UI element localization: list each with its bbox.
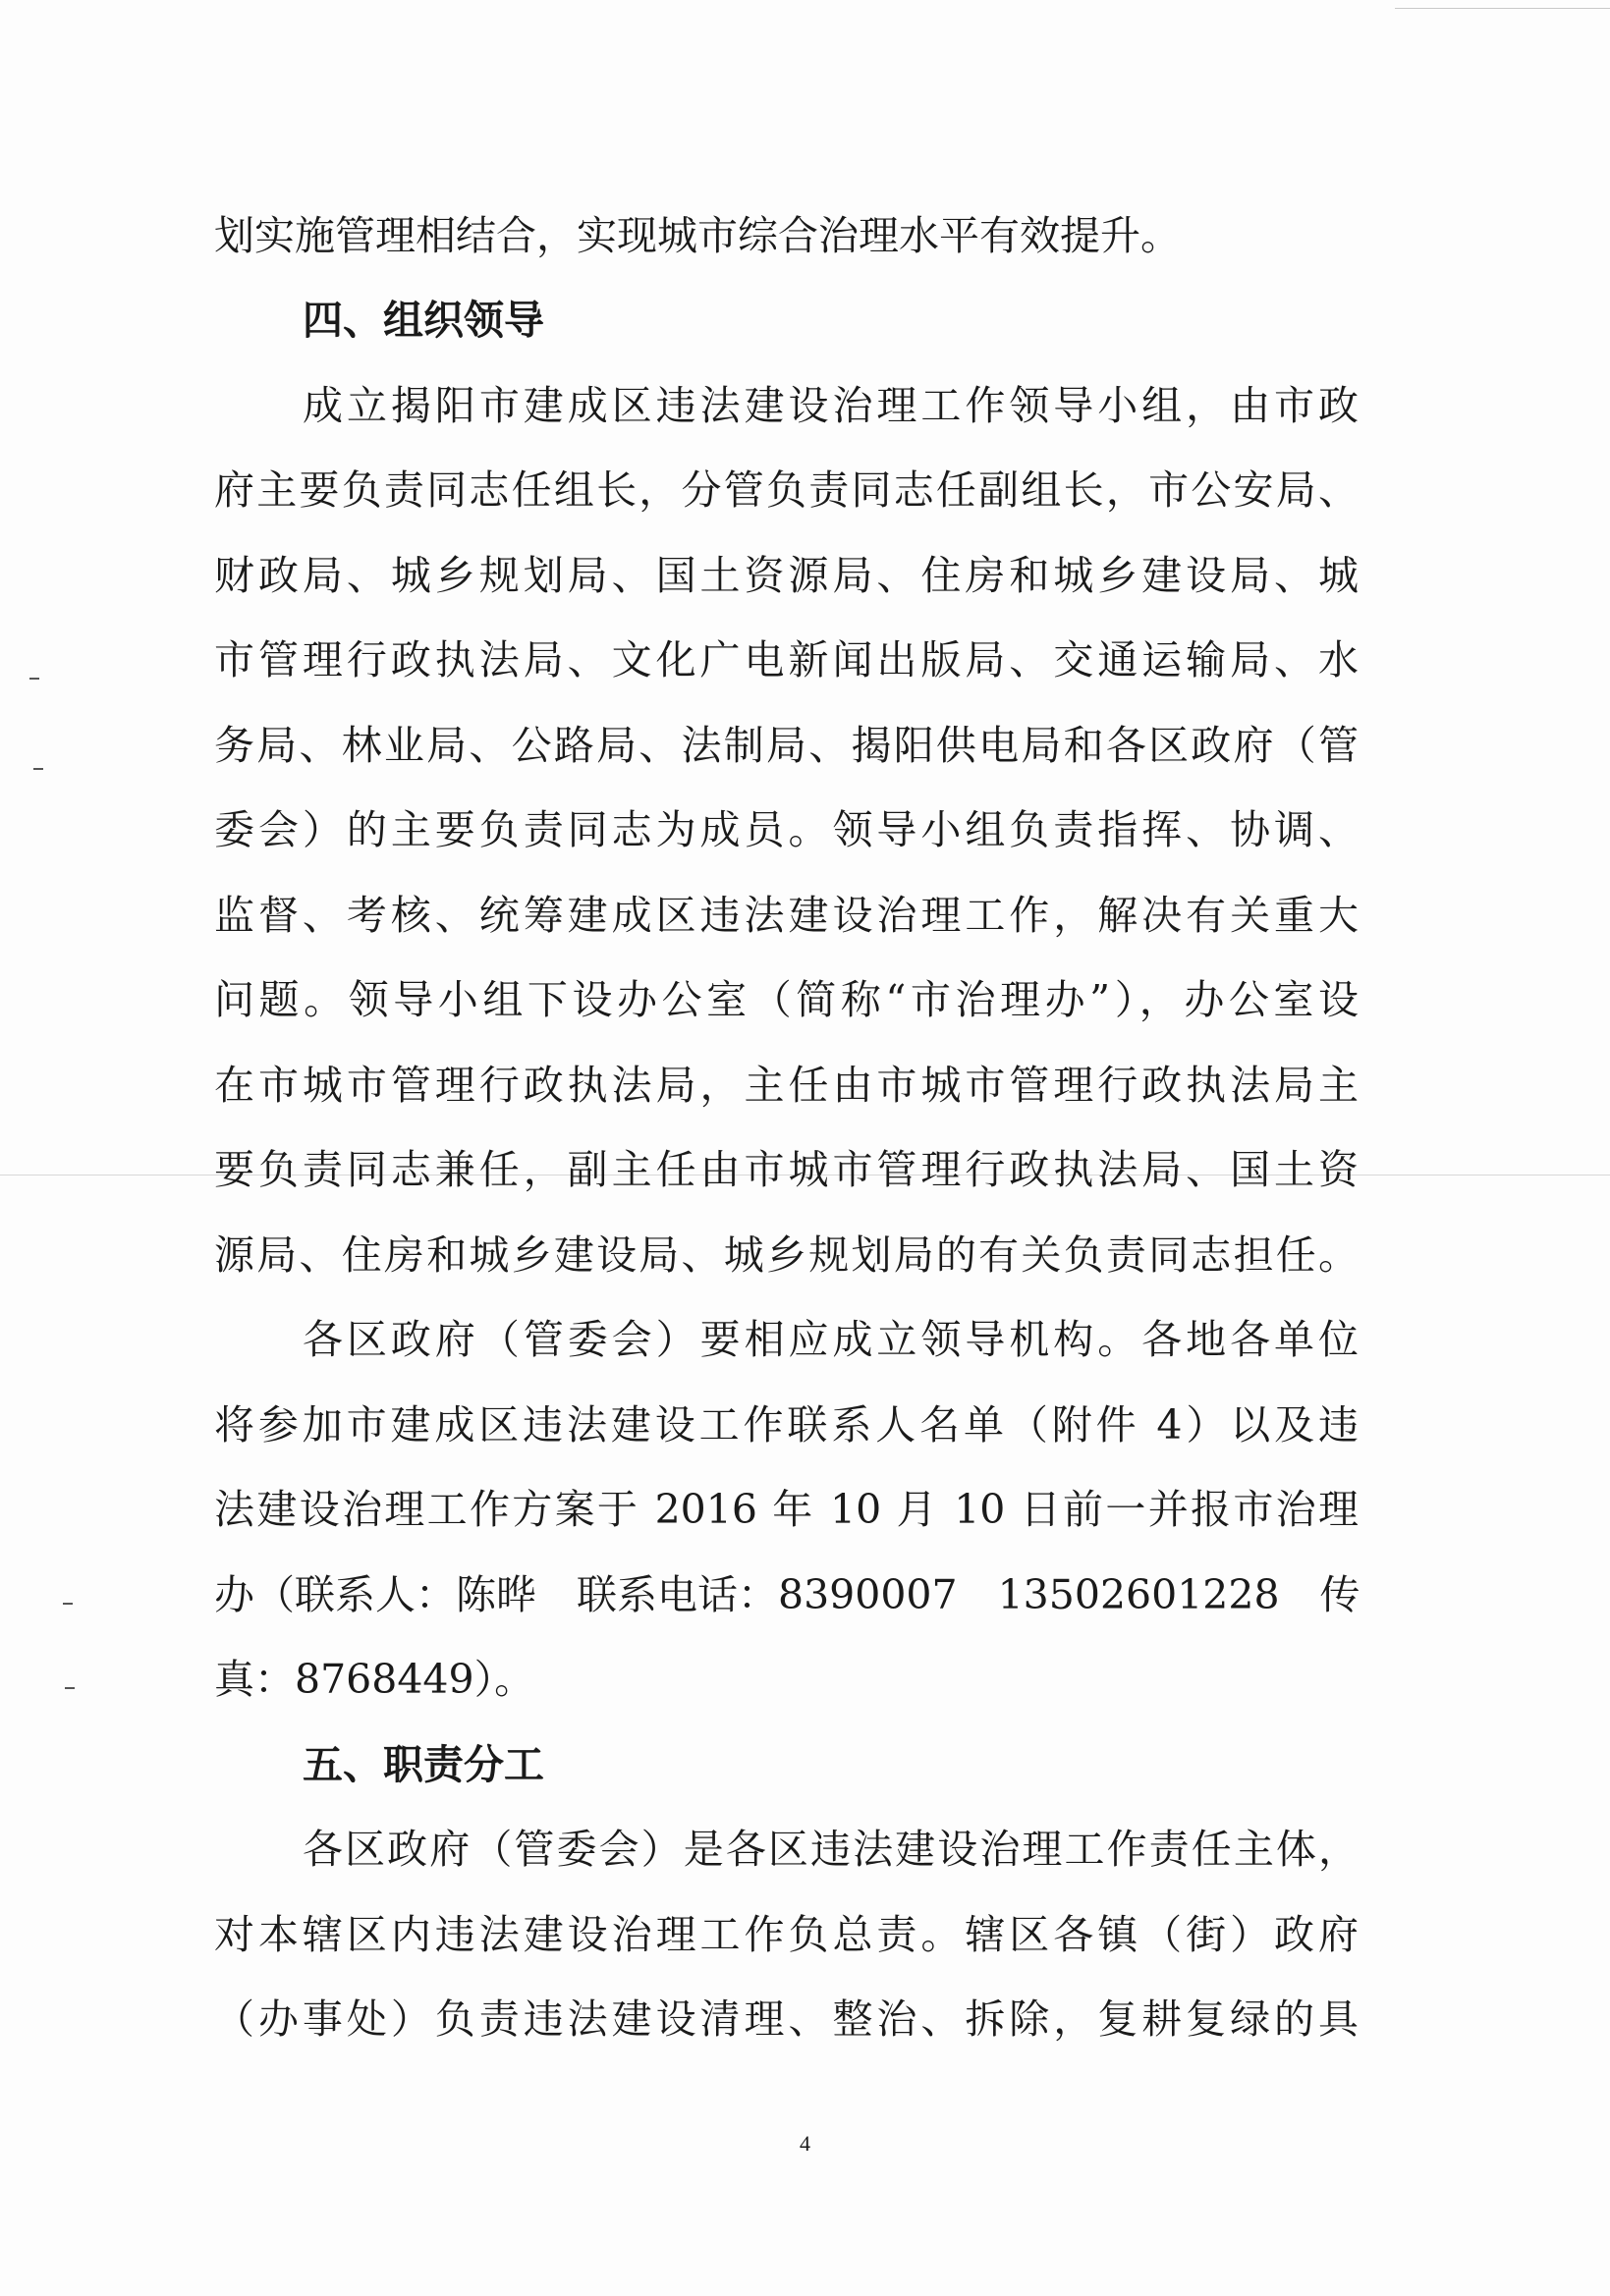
scan-mark: [65, 1687, 75, 1689]
body-line: 对本辖区内违法建设治理工作负总责。辖区各镇（街）政府: [214, 1911, 1359, 1958]
body-line: 成立揭阳市建成区违法建设治理工作领导小组，由市政: [303, 382, 1359, 429]
body-line: 务局、林业局、公路局、法制局、揭阳供电局和各区政府（管: [214, 722, 1359, 769]
body-line: 监督、考核、统筹建成区违法建设治理工作，解决有关重大: [214, 892, 1359, 939]
body-line: 源局、住房和城乡建设局、城乡规划局的有关负责同志担任。: [214, 1231, 1359, 1279]
section-heading-organization: 四、组织领导: [303, 297, 544, 344]
body-line: 委会）的主要负责同志为成员。领导小组负责指挥、协调、: [214, 806, 1359, 853]
scan-mark: [33, 768, 43, 770]
body-line: 办（联系人：陈晔 联系电话：8390007 13502601228 传: [214, 1571, 1360, 1618]
body-line: 将参加市建成区违法建设工作联系人名单（附件 4）以及违: [214, 1401, 1359, 1449]
body-line: 真：8768449）。: [214, 1656, 535, 1703]
body-line: 财政局、城乡规划局、国土资源局、住房和城乡建设局、城: [214, 552, 1359, 599]
page-number: 4: [800, 2131, 810, 2156]
body-line: 要负责同志兼任，副主任由市城市管理行政执法局、国土资: [214, 1146, 1359, 1193]
body-line: （办事处）负责违法建设清理、整治、拆除，复耕复绿的具: [214, 1995, 1359, 2043]
section-heading-duties: 五、职责分工: [303, 1741, 544, 1788]
body-line: 各区政府（管委会）是各区违法建设治理工作责任主体，: [303, 1826, 1359, 1873]
scan-mark: [29, 678, 39, 680]
scan-edge-line: [1395, 8, 1610, 9]
body-line: 在市城市管理行政执法局，主任由市城市管理行政执法局主: [214, 1062, 1359, 1109]
body-line: 问题。领导小组下设办公室（简称“市治理办”），办公室设: [214, 976, 1359, 1023]
body-line: 各区政府（管委会）要相应成立领导机构。各地各单位: [303, 1316, 1359, 1363]
body-line: 法建设治理工作方案于 2016 年 10 月 10 日前一并报市治理: [214, 1486, 1359, 1533]
body-line: 市管理行政执法局、文化广电新闻出版局、交通运输局、水: [214, 636, 1359, 683]
body-line: 划实施管理相结合，实现城市综合治理水平有效提升。: [214, 212, 1181, 259]
body-line: 府主要负责同志任组长，分管负责同志任副组长，市公安局、: [214, 466, 1359, 514]
scan-mark: [63, 1603, 73, 1605]
